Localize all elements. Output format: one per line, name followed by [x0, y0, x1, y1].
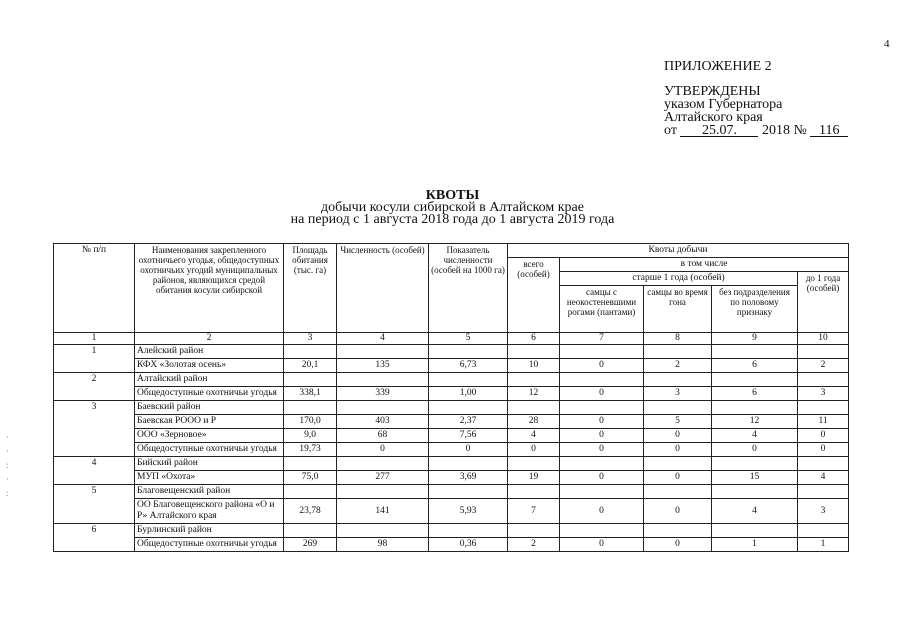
col-number: 3	[284, 333, 337, 345]
population-cell: 0	[337, 443, 429, 457]
region-name: Бийский район	[135, 457, 284, 471]
hunting-ground-name: Общедоступные охотничьи угодья	[135, 443, 284, 457]
no-sex-cell: 6	[712, 359, 798, 373]
total-cell: 12	[508, 387, 560, 401]
title-line-3: на период с 1 августа 2018 года до 1 августа 2019 года	[290, 212, 615, 227]
title-line-1: КВОТЫ	[425, 188, 480, 203]
region-row	[54, 457, 849, 471]
approved-label: УТВЕРЖДЕНЫ	[664, 84, 761, 99]
hunting-ground-name: ОО Благовещенского района «О и Р» Алтайского края	[135, 499, 284, 524]
header-density: Показатель численности (особей на 1000 га)	[429, 244, 508, 333]
density-cell: 5,93	[429, 499, 508, 524]
hunting-ground-name: Баевская РООО и Р	[135, 415, 284, 429]
group-num: 4	[54, 457, 135, 485]
density-cell: 7,56	[429, 429, 508, 443]
appendix-label: ПРИЛОЖЕНИЕ 2	[664, 59, 772, 74]
males-antlers-cell: 0	[560, 499, 644, 524]
no-sex-cell: 15	[712, 471, 798, 485]
no-sex-cell: 4	[712, 429, 798, 443]
under1-cell: 3	[798, 387, 849, 401]
quota-table-body	[54, 345, 849, 552]
region-name: Баевский район	[135, 401, 284, 415]
males-antlers-cell: 0	[560, 387, 644, 401]
region-row	[54, 524, 849, 538]
males-rut-cell: 5	[644, 415, 712, 429]
density-cell: 2,37	[429, 415, 508, 429]
males-antlers-cell: 0	[560, 429, 644, 443]
hunting-ground-name: ООО «Зерновое»	[135, 429, 284, 443]
no-sex-cell: 4	[712, 499, 798, 524]
hunting-ground-name: МУП «Охота»	[135, 471, 284, 485]
region-name: Алтайский район	[135, 373, 284, 387]
table-row	[54, 429, 849, 443]
no-sex-cell: 6	[712, 387, 798, 401]
year-value: 2018	[761, 123, 790, 138]
region-label: Алтайского края	[664, 110, 763, 125]
area-cell: 20,1	[284, 359, 337, 373]
group-num: 2	[54, 373, 135, 401]
no-sex-cell: 12	[712, 415, 798, 429]
header-num: № п/п	[54, 244, 135, 333]
col-number: 8	[644, 333, 712, 345]
under1-cell: 4	[798, 471, 849, 485]
number-value: 116	[810, 125, 848, 137]
males-antlers-cell: 0	[560, 359, 644, 373]
males-antlers-cell: 0	[560, 443, 644, 457]
region-name: Благовещенский район	[135, 485, 284, 499]
total-cell: 28	[508, 415, 560, 429]
region-name: Бурлинский район	[135, 524, 284, 538]
under1-cell: 3	[798, 499, 849, 524]
males-rut-cell: 3	[644, 387, 712, 401]
population-cell: 68	[337, 429, 429, 443]
col-number: 6	[508, 333, 560, 345]
area-cell: 269	[284, 538, 337, 552]
area-cell: 170,0	[284, 415, 337, 429]
header-no-sex: без подразделения по половому признаку	[712, 286, 798, 333]
header-population: Численность (особей)	[337, 244, 429, 333]
total-cell: 10	[508, 359, 560, 373]
date-value: 25.07.	[680, 125, 758, 137]
margin-marks: · · : · :	[6, 432, 9, 498]
total-cell: 2	[508, 538, 560, 552]
column-numbers-row	[54, 333, 849, 345]
table-row	[54, 415, 849, 429]
area-cell: 23,78	[284, 499, 337, 524]
col-number: 1	[54, 333, 135, 345]
males-rut-cell: 2	[644, 359, 712, 373]
header-including: в том числе	[560, 258, 849, 272]
col-number: 7	[560, 333, 644, 345]
hunting-ground-name: КФХ «Золотая осень»	[135, 359, 284, 373]
density-cell: 1,00	[429, 387, 508, 401]
density-cell: 0,36	[429, 538, 508, 552]
area-cell: 19,73	[284, 443, 337, 457]
approval-block	[664, 60, 848, 137]
area-cell: 338,1	[284, 387, 337, 401]
population-cell: 339	[337, 387, 429, 401]
males-rut-cell: 0	[644, 538, 712, 552]
decree-date-line	[664, 124, 848, 137]
title-line-2: добычи косули сибирской в Алтайском крае	[321, 200, 584, 215]
total-cell: 0	[508, 443, 560, 457]
population-cell: 277	[337, 471, 429, 485]
males-rut-cell: 0	[644, 471, 712, 485]
region-name: Алейский район	[135, 345, 284, 359]
group-num: 3	[54, 401, 135, 457]
col-number: 9	[712, 333, 798, 345]
total-cell: 19	[508, 471, 560, 485]
region-row	[54, 485, 849, 499]
col-number: 2	[135, 333, 284, 345]
population-cell: 135	[337, 359, 429, 373]
document-title	[0, 190, 905, 226]
group-num: 6	[54, 524, 135, 552]
header-older: старше 1 года (особей)	[560, 272, 798, 286]
group-num: 5	[54, 485, 135, 524]
no-sex-cell: 0	[712, 443, 798, 457]
group-num: 1	[54, 345, 135, 373]
header-males-antlers: самцы с неокостеневшими рогами (пантами)	[560, 286, 644, 333]
hunting-ground-name: Общедоступные охотничьи угодья	[135, 538, 284, 552]
density-cell: 3,69	[429, 471, 508, 485]
decree-label: указом Губернатора	[664, 97, 783, 112]
region-row	[54, 373, 849, 387]
males-rut-cell: 0	[644, 443, 712, 457]
header-area: Площадь обитания (тыс. га)	[284, 244, 337, 333]
population-cell: 98	[337, 538, 429, 552]
table-row	[54, 387, 849, 401]
col-number: 10	[798, 333, 849, 345]
males-rut-cell: 0	[644, 429, 712, 443]
header-quotas: Квоты добычи	[508, 244, 849, 258]
header-name: Наименования закрепленного охотничьего угодья, общедоступных охотничьих угодий муниципальных районов, являющихся средой обитания косули сибирской	[135, 244, 284, 333]
hunting-ground-name: Общедоступные охотничьи угодья	[135, 387, 284, 401]
density-cell: 0	[429, 443, 508, 457]
quota-table	[53, 243, 849, 552]
total-cell: 4	[508, 429, 560, 443]
total-cell: 7	[508, 499, 560, 524]
page-number: 4	[884, 38, 890, 50]
males-antlers-cell: 0	[560, 415, 644, 429]
area-cell: 9,0	[284, 429, 337, 443]
males-antlers-cell: 0	[560, 538, 644, 552]
density-cell: 6,73	[429, 359, 508, 373]
region-row	[54, 345, 849, 359]
header-under1: до 1 года (особей)	[798, 272, 849, 333]
col-number: 4	[337, 333, 429, 345]
table-row	[54, 471, 849, 485]
under1-cell: 1	[798, 538, 849, 552]
table-row	[54, 538, 849, 552]
date-prefix: от	[664, 123, 677, 138]
males-rut-cell: 0	[644, 499, 712, 524]
number-prefix: №	[793, 123, 807, 138]
table-row	[54, 443, 849, 457]
no-sex-cell: 1	[712, 538, 798, 552]
under1-cell: 0	[798, 429, 849, 443]
males-antlers-cell: 0	[560, 471, 644, 485]
header-males-rut: самцы во время гона	[644, 286, 712, 333]
population-cell: 141	[337, 499, 429, 524]
table-row	[54, 359, 849, 373]
population-cell: 403	[337, 415, 429, 429]
col-number: 5	[429, 333, 508, 345]
header-total: всего (особей)	[508, 258, 560, 333]
under1-cell: 2	[798, 359, 849, 373]
region-row	[54, 401, 849, 415]
area-cell: 75,0	[284, 471, 337, 485]
under1-cell: 11	[798, 415, 849, 429]
table-row	[54, 499, 849, 524]
under1-cell: 0	[798, 443, 849, 457]
